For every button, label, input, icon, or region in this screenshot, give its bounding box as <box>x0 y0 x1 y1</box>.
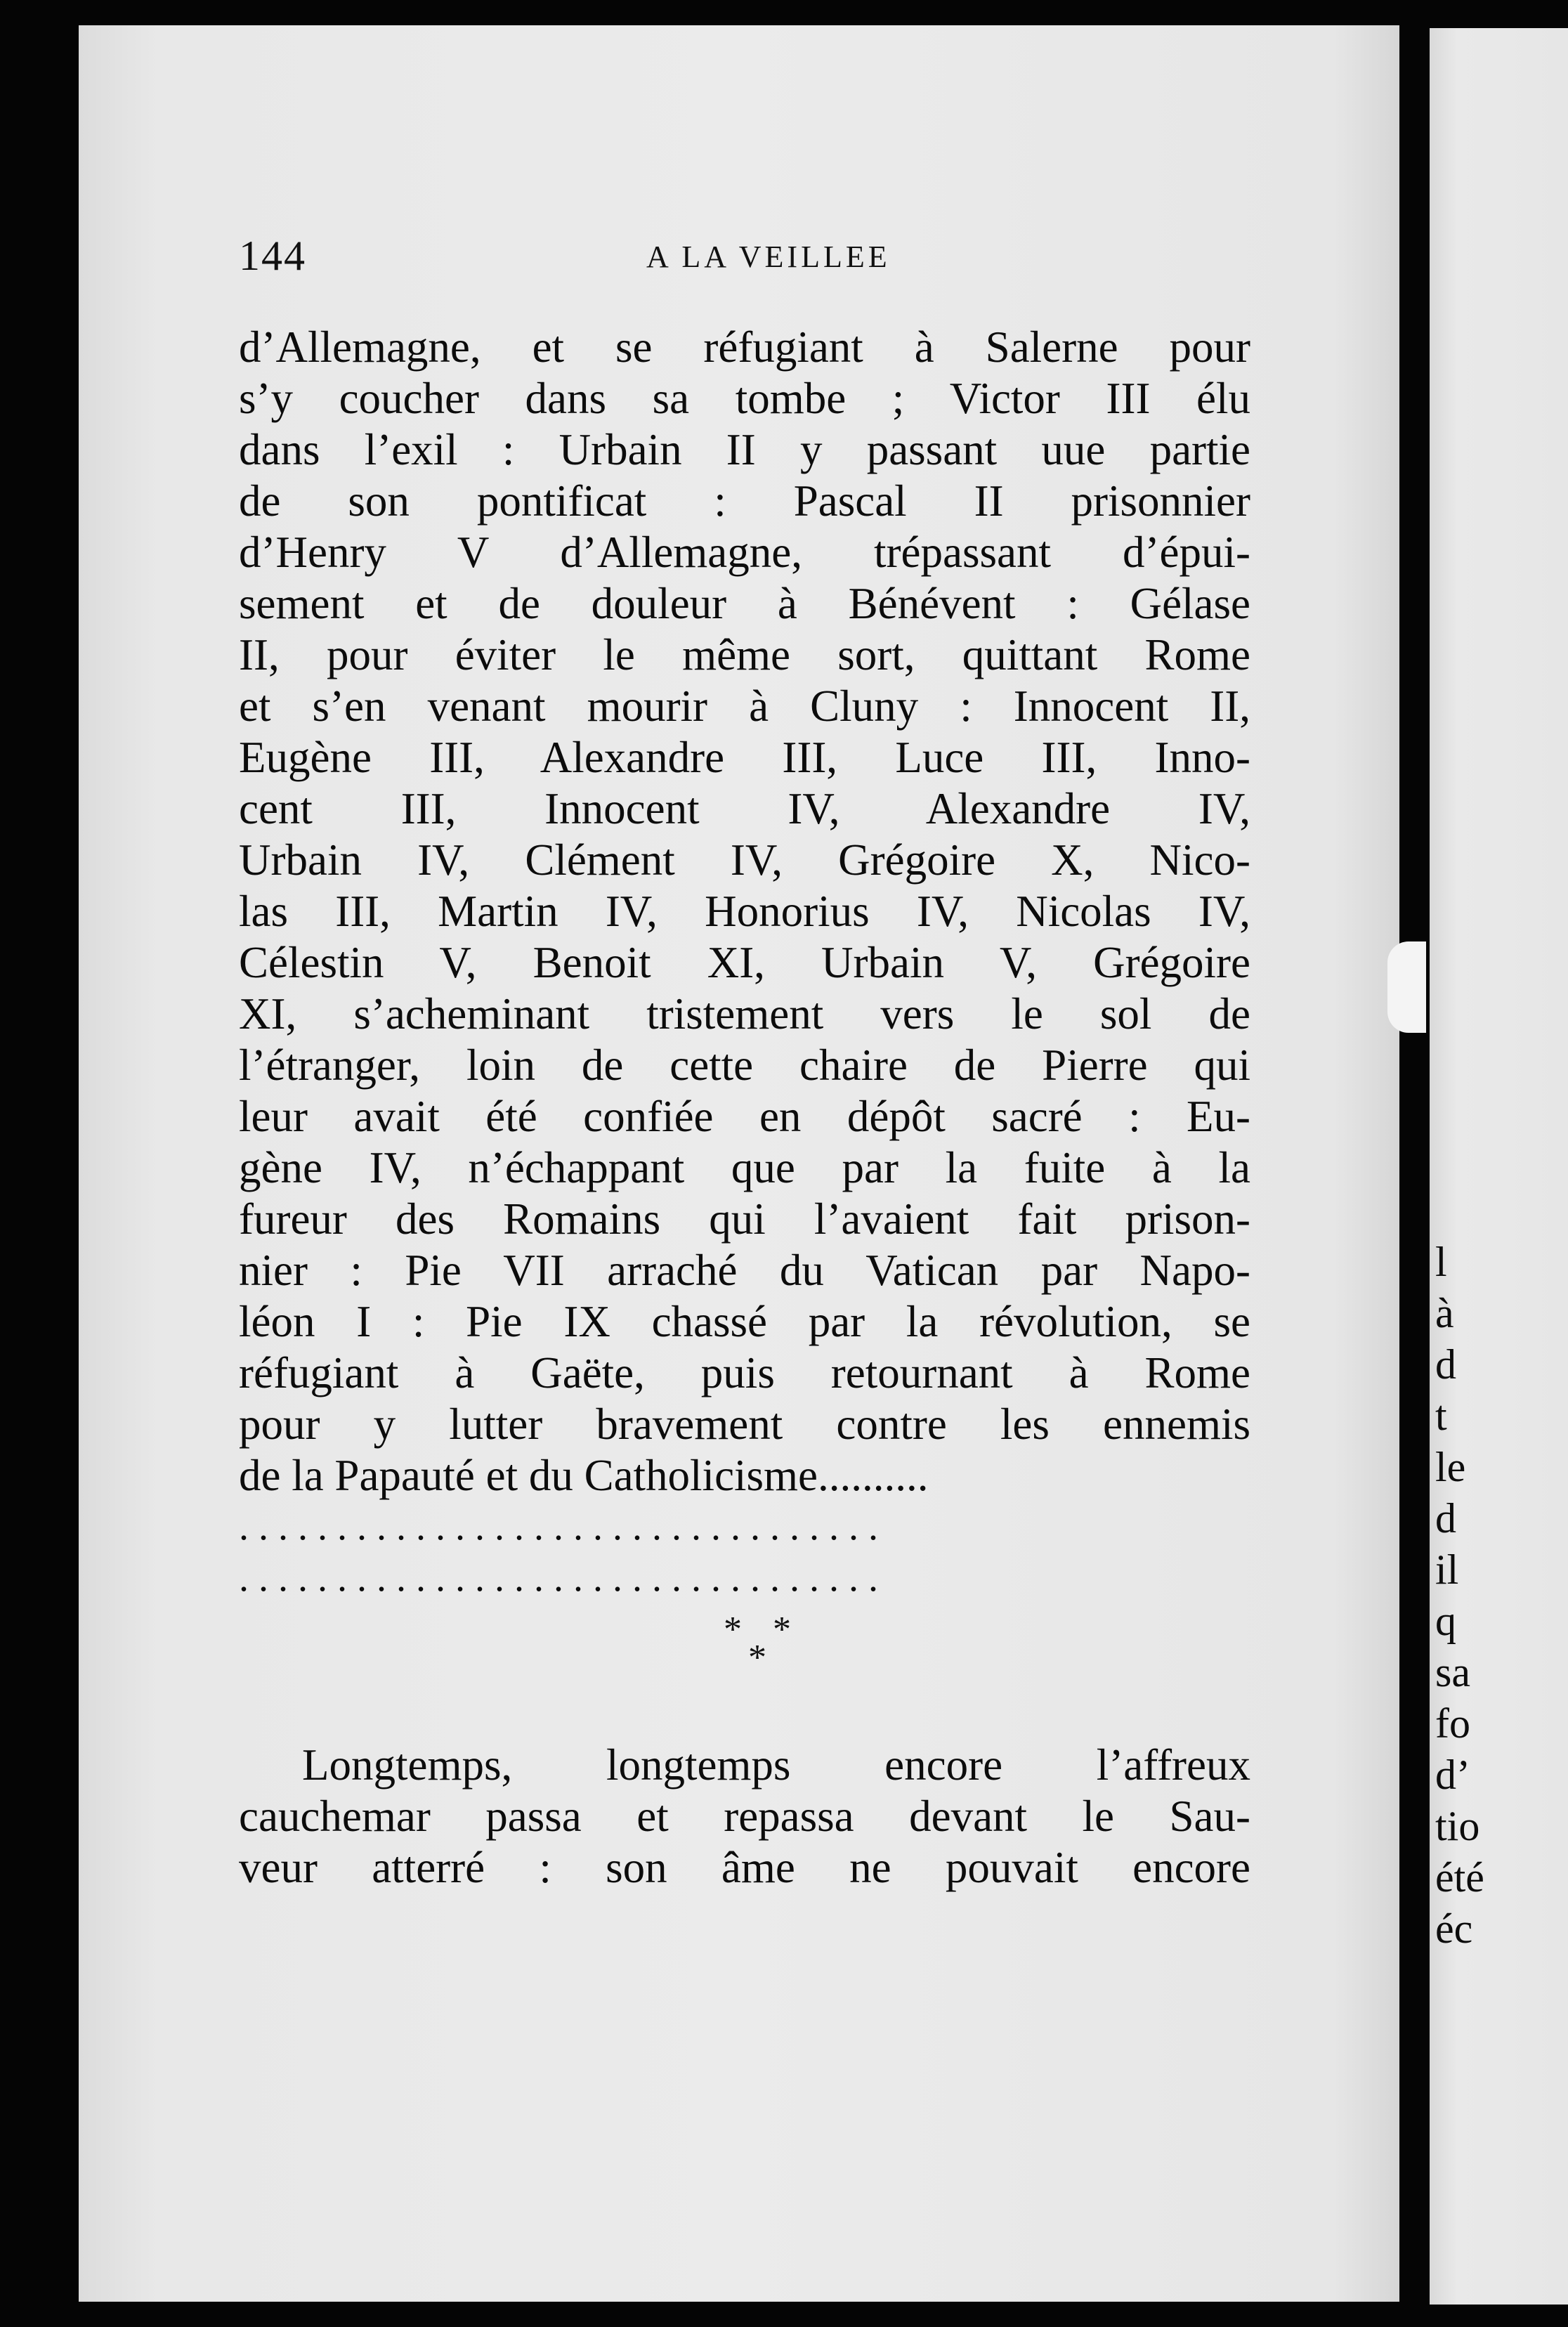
facing-page-fragment: tio <box>1435 1803 1480 1849</box>
running-header <box>239 232 1265 288</box>
facing-page-fragment: il <box>1435 1546 1459 1593</box>
text-line: II, pour éviter le même sort, quittant Rome <box>239 630 1250 679</box>
text-line: réfugiant à Gaëte, puis retournant à Rome <box>239 1348 1250 1397</box>
facing-page-fragment: d <box>1435 1341 1456 1388</box>
facing-page-fragment: l <box>1435 1239 1447 1285</box>
text-line: de son pontificat : Pascal II prisonnier <box>239 476 1250 526</box>
running-title: A LA VEILLEE <box>646 240 891 274</box>
text-line: las III, Martin IV, Honorius IV, Nicolas IV, <box>239 887 1250 936</box>
text-line: gène IV, n’échappant que par la fuite à la <box>239 1143 1250 1192</box>
text-line: cauchemar passa et repassa devant le Sau- <box>239 1792 1250 1841</box>
text-line: cent III, Innocent IV, Alexandre IV, <box>239 784 1250 833</box>
facing-page-fragment: été <box>1435 1854 1484 1901</box>
text-line: Célestin V, Benoit XI, Urbain V, Grégoire <box>239 938 1250 987</box>
facing-page-fragment: fo <box>1435 1700 1470 1747</box>
text-line: dans l’exil : Urbain II y passant uue partie <box>239 425 1250 474</box>
facing-page-fragment: le <box>1435 1444 1466 1490</box>
text-line: léon I : Pie IX chassé par la révolution, se <box>239 1297 1250 1346</box>
book-page-right <box>1430 28 1568 2305</box>
page-number: 144 <box>239 233 306 279</box>
text-line: l’étranger, loin de cette chaire de Pierre qui <box>239 1041 1250 1090</box>
facing-page-fragment: éc <box>1435 1905 1473 1952</box>
text-line: d’Henry V d’Allemagne, trépassant d’épui- <box>239 528 1250 577</box>
facing-page-fragment: d <box>1435 1495 1456 1541</box>
facing-page-fragment: sa <box>1435 1649 1470 1695</box>
asterism-separator <box>724 1609 808 1693</box>
text-line: nier : Pie VII arraché du Vatican par Napo- <box>239 1246 1250 1295</box>
page-edge-notch <box>1387 941 1426 1033</box>
facing-page-fragment: d’ <box>1435 1752 1470 1798</box>
body-text <box>239 322 1250 1604</box>
text-line: veur atterré : son âme ne pouvait encore <box>239 1843 1250 1892</box>
text-line: pour y lutter bravement contre les ennemis <box>239 1400 1250 1449</box>
asterisk-glyph: * <box>724 1610 742 1650</box>
text-line: de la Papauté et du Catholicisme.......... <box>239 1451 929 1500</box>
text-line: leur avait été confiée en dépôt sacré : Eu- <box>239 1092 1250 1141</box>
facing-page-fragment: à <box>1435 1290 1454 1336</box>
text-line: fureur des Romains qui l’avaient fait prison- <box>239 1194 1250 1244</box>
asterisk-glyph: * <box>748 1638 766 1678</box>
text-line: Eugène III, Alexandre III, Luce III, Inno- <box>239 733 1250 782</box>
asterisk-glyph: * <box>773 1610 791 1650</box>
facing-page-fragment: q <box>1435 1598 1456 1644</box>
text-line: Longtemps, longtemps encore l’affreux <box>302 1740 1250 1790</box>
facing-page-text <box>1435 1237 1484 1955</box>
facing-page-fragment: t <box>1435 1393 1447 1439</box>
body-text-paragraph-2 <box>239 1740 1250 1893</box>
text-line: et s’en venant mourir à Cluny : Innocent II, <box>239 682 1250 731</box>
text-line: d’Allemagne, et se réfugiant à Salerne pour <box>239 322 1250 372</box>
text-line: XI, s’acheminant tristement vers le sol de <box>239 989 1250 1038</box>
dotted-separator: ................................. <box>239 1556 888 1600</box>
text-line: Urbain IV, Clément IV, Grégoire X, Nico- <box>239 835 1250 885</box>
text-line: sement et de douleur à Bénévent : Gélase <box>239 579 1250 628</box>
dotted-separator: ................................. <box>239 1505 888 1549</box>
text-line: s’y coucher dans sa tombe ; Victor III élu <box>239 374 1250 423</box>
